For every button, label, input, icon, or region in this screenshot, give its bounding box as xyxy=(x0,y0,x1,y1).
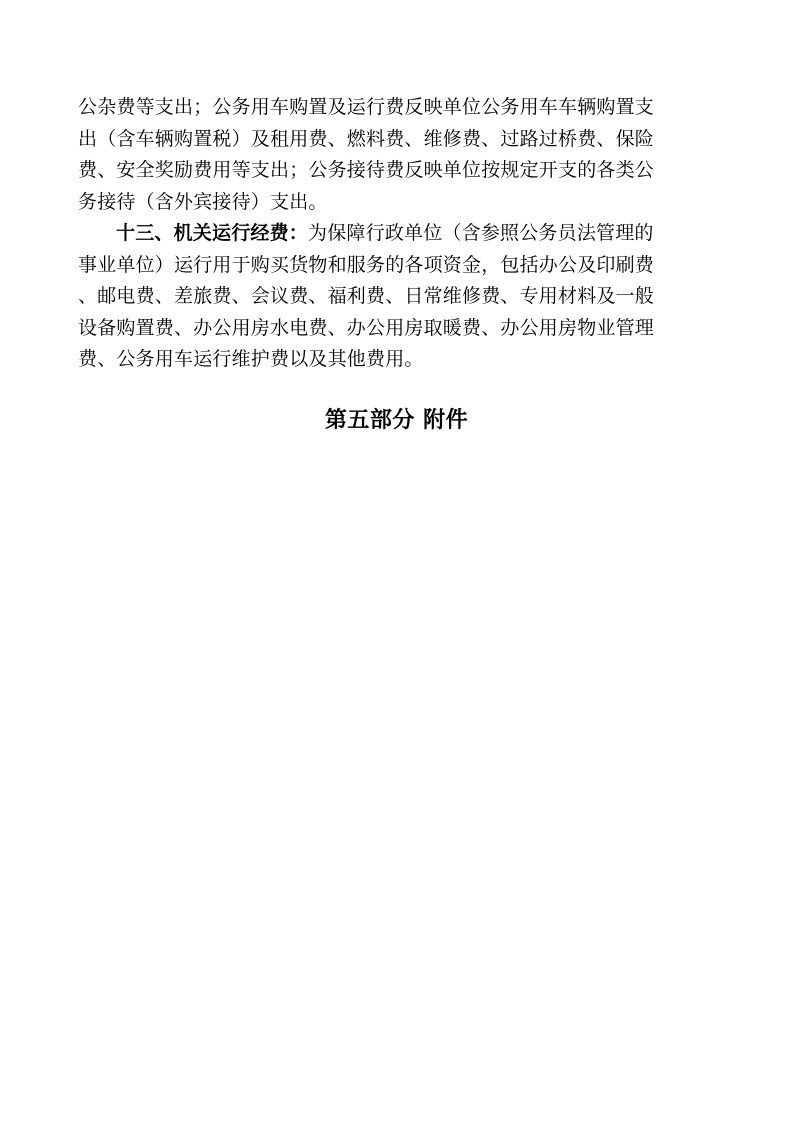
definition-term: 十三、机关运行经费： xyxy=(116,222,309,244)
definition-line: 事业单位）运行用于购买货物和服务的各项资金，包括办公及印刷费 xyxy=(78,253,655,276)
definition-first-line xyxy=(78,218,718,250)
definition-line: 、邮电费、差旅费、会议费、福利费、日常维修费、专用材料及一般 xyxy=(78,285,655,307)
definition-line: 费、公务用车运行维护费以及其他费用。 xyxy=(78,348,424,370)
body-text xyxy=(78,92,718,376)
paragraph-line: 费、安全奖励费用等支出；公务接待费反映单位按规定开支的各类公 xyxy=(78,159,655,181)
paragraph-line: 公杂费等支出；公务用车购置及运行费反映单位公务用车车辆购置支 xyxy=(78,96,655,118)
definition-text: 为保障行政单位（含参照公务员法管理的 xyxy=(308,222,654,244)
section-heading: 第五部分 附件 xyxy=(324,408,469,433)
definition-line: 设备购置费、办公用房水电费、办公用房取暖费、办公用房物业管理 xyxy=(78,316,655,339)
paragraph-line: 出（含车辆购置税）及租用费、燃料费、维修费、过路过桥费、保险 xyxy=(78,127,655,150)
paragraph-line: 务接待（含外宾接待）支出。 xyxy=(78,190,328,213)
